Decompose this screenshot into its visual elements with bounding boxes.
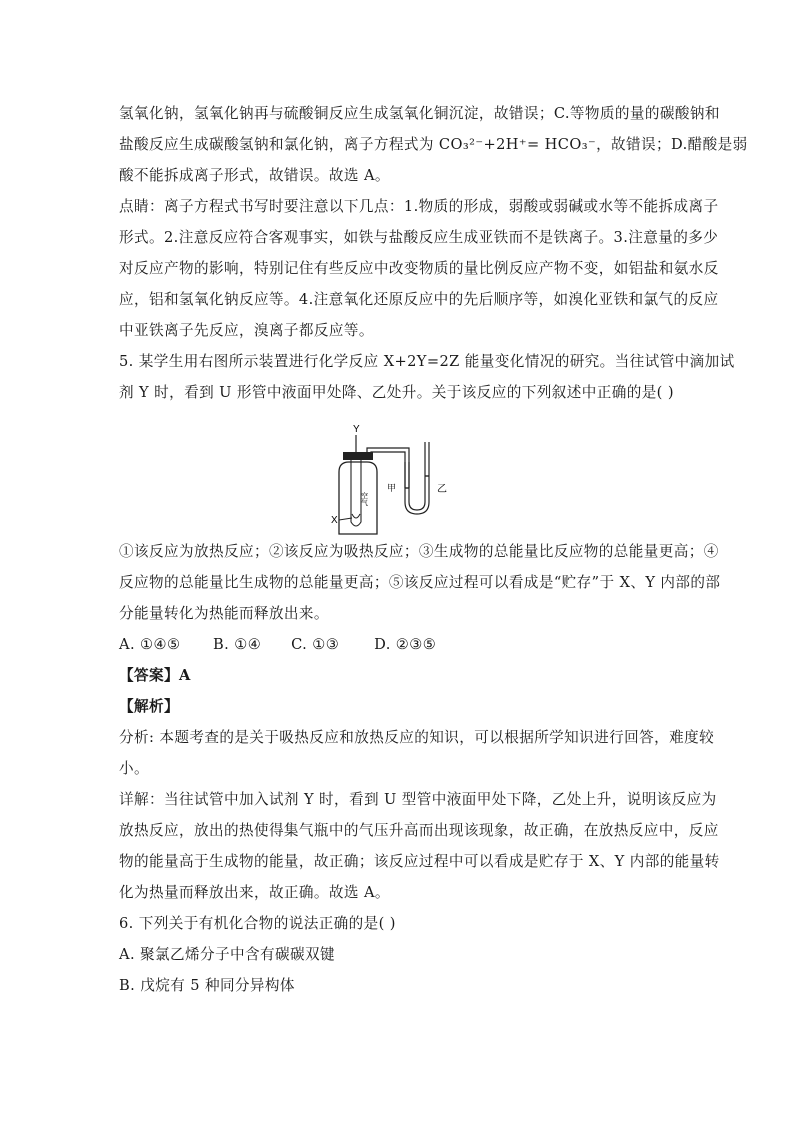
label-x: X (331, 515, 338, 526)
label-yi: 乙 (437, 484, 447, 495)
text-line: 盐酸反应生成碳酸氢钠和氯化钠，离子方程式为 CO₃²⁻+2H⁺= HCO₃⁻，故错误；D.醋酸是弱 (119, 136, 748, 153)
statement-line: 反应物的总能量比生成物的总能量更高；⑤该反应过程可以看成是“贮存”于 X、Y 内部的部 (119, 574, 721, 591)
question-6-option[interactable]: A. 聚氯乙烯分子中含有碳碳双键 (119, 946, 335, 963)
options-row (119, 629, 679, 660)
analysis-heading: 【解析】 (119, 698, 179, 715)
detail-line: 物的能量高于生成物的能量，故正确；该反应过程中可以看成是贮存于 X、Y 内部的能量转 (119, 853, 720, 870)
note-line: 点睛：离子方程式书写时要注意以下几点：1.物质的形成，弱酸或弱碱或水等不能拆成离子 (119, 198, 719, 215)
statement-line: ①该反应为放热反应；②该反应为吸热反应；③生成物的总能量比反应物的总能量更高；④ (119, 543, 719, 560)
question-6-line: 6. 下列关于有机化合物的说法正确的是( ) (119, 915, 396, 932)
label-air: 空气 (360, 492, 368, 506)
text-line: 氢氧化钠，氢氧化钠再与硫酸铜反应生成氢氧化铜沉淀，故错误；C.等物质的量的碳酸钠和 (119, 105, 720, 122)
question-6-option[interactable]: B. 戊烷有 5 种同分异构体 (119, 977, 295, 994)
note-line: 形式。2.注意反应符合客观事实，如铁与盐酸反应生成亚铁而不是铁离子。3.注意量的多少 (119, 229, 719, 246)
statement-line: 分能量转化为热能而释放出来。 (119, 605, 329, 622)
label-jia: 甲 (387, 484, 397, 494)
question-5-line: 5. 某学生用右图所示装置进行化学反应 X+2Y=2Z 能量变化情况的研究。当往试管中滴加试 (119, 353, 735, 370)
label-y: Y (353, 424, 360, 435)
note-line: 应，铝和氢氧化钠反应等。4.注意氧化还原反应中的先后顺序等，如溴化亚铁和氯气的反应 (119, 291, 719, 308)
analysis-line: 小。 (119, 760, 149, 777)
option-a[interactable]: A. ①④⑤ (119, 636, 181, 653)
u-tube-apparatus-diagram (331, 422, 471, 540)
option-b[interactable]: B. ①④ (213, 636, 262, 653)
detail-line: 详解：当往试管中加入试剂 Y 时，看到 U 型管中液面甲处下降，乙处上升，说明该反应为 (119, 791, 717, 808)
option-d[interactable]: D. ②③⑤ (374, 636, 437, 653)
answer-line: 【答案】A (119, 667, 191, 684)
question-5-line: 剂 Y 时，看到 U 形管中液面甲处降、乙处升。关于该反应的下列叙述中正确的是( ) (119, 384, 674, 401)
detail-line: 化为热量而释放出来，故正确。故选 A。 (119, 884, 390, 901)
detail-line: 放热反应，放出的热使得集气瓶中的气压升高而出现该现象，故正确，在放热反应中，反应 (119, 822, 719, 839)
document-page (119, 98, 748, 1001)
note-line: 中亚铁离子先反应，溴离子都反应等。 (119, 322, 374, 339)
analysis-line: 分析: 本题考查的是关于吸热反应和放热反应的知识，可以根据所学知识进行回答，难度较 (119, 729, 715, 746)
apparatus-figure (119, 408, 679, 536)
note-line: 对反应产物的影响，特别记住有些反应中改变物质的量比例反应产物不变，如铝盐和氨水反 (119, 260, 719, 277)
option-c[interactable]: C. ①③ (291, 636, 340, 653)
text-line: 酸不能拆成离子形式，故错误。故选 A。 (119, 167, 390, 184)
